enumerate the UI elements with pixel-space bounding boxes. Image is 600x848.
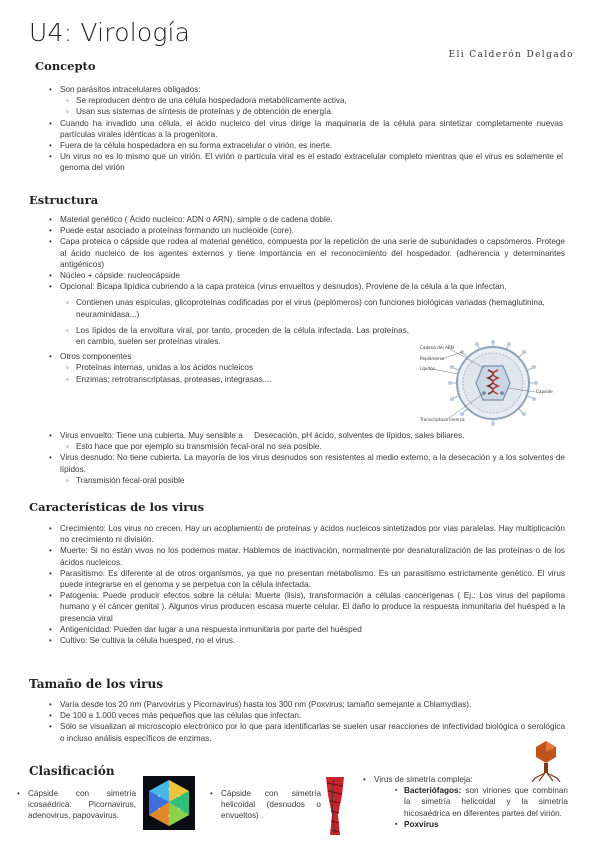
list-item: • Núcleo + cápside: nucleocápside bbox=[60, 270, 565, 281]
list-item: • Sólo se visualizan al microscopio electrónico por lo que para identificarlas se suelen usar reacciones de infectividad biológica o serológica o incluso análisis específicos de enzimas. bbox=[60, 721, 565, 743]
label-cadena-arn: Cadena del ARN bbox=[420, 345, 454, 350]
clasificacion-helicoidal bbox=[221, 788, 321, 822]
estructura-list-continued bbox=[60, 430, 565, 486]
list-item: • Son parásitos intracelulares obligados: bbox=[60, 84, 563, 95]
list-item: ◦ Se reproducen dentro de una célula hospedadora metabólicamente activa, bbox=[76, 95, 563, 106]
list-item: • Material genético ( Ácido nucleico: ADN o ARN), simple o de cadena doble. bbox=[60, 214, 565, 225]
list-item: • Un virus no es lo mismo que un virión. El virión o partícula viral es el estado extracelular completo mientras que el virus es solamente el genoma del virión bbox=[60, 151, 563, 173]
list-item: • Puede estar asociado a proteínas formando un nucleoide (core). bbox=[60, 225, 565, 236]
heading-concepto: Concepto bbox=[35, 59, 96, 73]
list-item: • Crecimiento: Los virus no crecen. Hay un acoplamiento de proteínas y ácidos nucleicos sintetizados por vías paralelas. Hay multiplicación no crecimiento ni división. bbox=[60, 523, 565, 545]
list-item: ◦ Esto hace que por ejemplo su transmisión fecal-oral no sea posible. bbox=[76, 441, 565, 452]
virus-structure-diagram bbox=[418, 338, 568, 428]
label-peplomeros: Peplómeros bbox=[420, 356, 445, 361]
icosahedral-capsid-image bbox=[143, 776, 195, 830]
label-lipidos: Lípidos bbox=[420, 366, 435, 371]
list-item: ◦ Contienen unas espículas, glicoproteínas codificadas por el virus (peplómeros) con funciones biológicas variadas (hemaglutinina, neuraminidasa...) bbox=[76, 297, 565, 319]
list-item: • Cuando ha invadido una célula, el ácido nucleico del virus dirige la maquinaria de la célula para sintetizar completamente nuevas partículas virales idénticas a la progenitora. bbox=[60, 118, 563, 140]
caracteristicas-list bbox=[60, 523, 565, 646]
list-item: • Varía desde los 20 nm (Parvovirus y Picornavirus) hasta los 300 nm (Poxvirus; tamaño semejante a Chlamydias). bbox=[60, 699, 565, 710]
list-item: • Otros componentes bbox=[60, 351, 565, 362]
list-item: • Capa proteica o cápside que rodea al material genético, compuesta por la repetición de una serie de subunidades o capsómeros. Protege al ácido nucleico de los agentes externos y tiene importancia en el reconocimiento del hospedador. (adherencia y determinantes antigénicos) bbox=[60, 236, 565, 270]
clasificacion-icosaedrica bbox=[28, 788, 136, 822]
bacteriofagos-label: Bacteriófagos: bbox=[404, 786, 462, 796]
list-item: • Parasitismo: Es diferente al de otros organismos, ya que no presentan metabolismo. Es un parasitismo estrictamente genético. El virus puede integrarse en el genoma y se perpetua con la célula infectada. bbox=[60, 568, 565, 590]
list-item: • Fuera de la célula hospedadora en su forma extracelular o virión, es inerte. bbox=[60, 140, 563, 151]
list-item: • Virus envuelto: Tiene una cubierta. Muy sensible a Desecación, pH ácido, solventes de lípidos, sales biliares. bbox=[60, 430, 565, 441]
list-item: • Virus de simetría compleja: bbox=[374, 774, 568, 785]
helical-capsid-image bbox=[322, 775, 348, 837]
list-item: ◦ Proteínas internas, unidas a los ácidos nucleicos bbox=[76, 362, 565, 373]
concepto-list bbox=[60, 84, 563, 174]
list-item: • Patogenia: Puede producir efectos sobre la célula: Muerte (lisis), transformación a células cancerígenas ( Ej.: Los virus del papiloma humano y el cáncer genital ). Algunos virus producen escasa muerte celular. El daño lo produce la respuesta inmunitaria del huésped a la presencia viral bbox=[60, 590, 565, 624]
tamano-list bbox=[60, 699, 565, 744]
bacteriofagos-text: son viriones que combinan la simetría helicoidal y la simetría hicosaédrica en diferentes partes del virión. bbox=[404, 786, 568, 818]
list-item: • Cápside con simetría icosaédrica: Picornavirus, adenovirus, papovavirus. bbox=[28, 788, 136, 822]
list-item: ◦ Transmisión fecal-oral posible bbox=[76, 475, 565, 486]
author-name: Eli Calderón Delgado bbox=[448, 50, 574, 60]
bacteriofagos-item bbox=[404, 785, 568, 819]
heading-clasificacion: Clasificación bbox=[29, 764, 115, 778]
page-title: U4: Virología bbox=[29, 18, 191, 47]
heading-caracteristicas: Características de los virus bbox=[29, 500, 205, 514]
list-item: ◦ Los lípidos de la envoltura viral, por tanto, proceden de la célula infectada. Las proteínas, en cambio, suelen ser proteínas virales. bbox=[76, 325, 409, 347]
list-item: • Virus desnudo: No tiene cubierta. La mayoría de los virus desnudos son resistentes al medio externo, a la desecación y a los solventes de lípidos. bbox=[60, 452, 565, 474]
list-item: • Antigenicidad: Pueden dar lugar a una respuesta inmunitaria por parte del huésped bbox=[60, 624, 565, 635]
label-capside: Cápside bbox=[536, 389, 553, 394]
heading-tamano: Tamaño de los virus bbox=[29, 677, 163, 691]
label-transcriptasa: Transcriptasa inversa bbox=[420, 417, 465, 422]
list-item: • Opcional: Bicapa lipídica cubriendo a la capa proteica (virus envueltos y desnudos). Proviene de la célula a la que infectan. bbox=[60, 281, 565, 292]
list-item: • Muerte: Si no están vivos no los podemos matar. Hablemos de inactivación, normalmente por desnaturalización de las proteínas o de los ácidos nucleicos. bbox=[60, 545, 565, 567]
clasificacion-compleja bbox=[374, 774, 568, 830]
list-item: • Cultivo: Se cultiva la célula huesped, no el virus. bbox=[60, 635, 565, 646]
bacteriophage-image bbox=[529, 740, 563, 782]
heading-estructura: Estructura bbox=[29, 193, 99, 207]
list-item: ◦ Enzimas; retrotranscriptasas, proteasas, integrasas.... bbox=[76, 374, 565, 385]
list-item: • Cápside con simetría helicoidal (desnudos o envueltos) . bbox=[221, 788, 321, 822]
list-item: • De 100 a 1.000 veces más pequeños que las células que infectan. bbox=[60, 710, 565, 721]
poxvirus-item: ▪ Poxvirus bbox=[404, 819, 568, 830]
list-item: ◦ Usan sus sistemas de síntesis de proteínas y de obtención de energía. bbox=[76, 106, 563, 117]
